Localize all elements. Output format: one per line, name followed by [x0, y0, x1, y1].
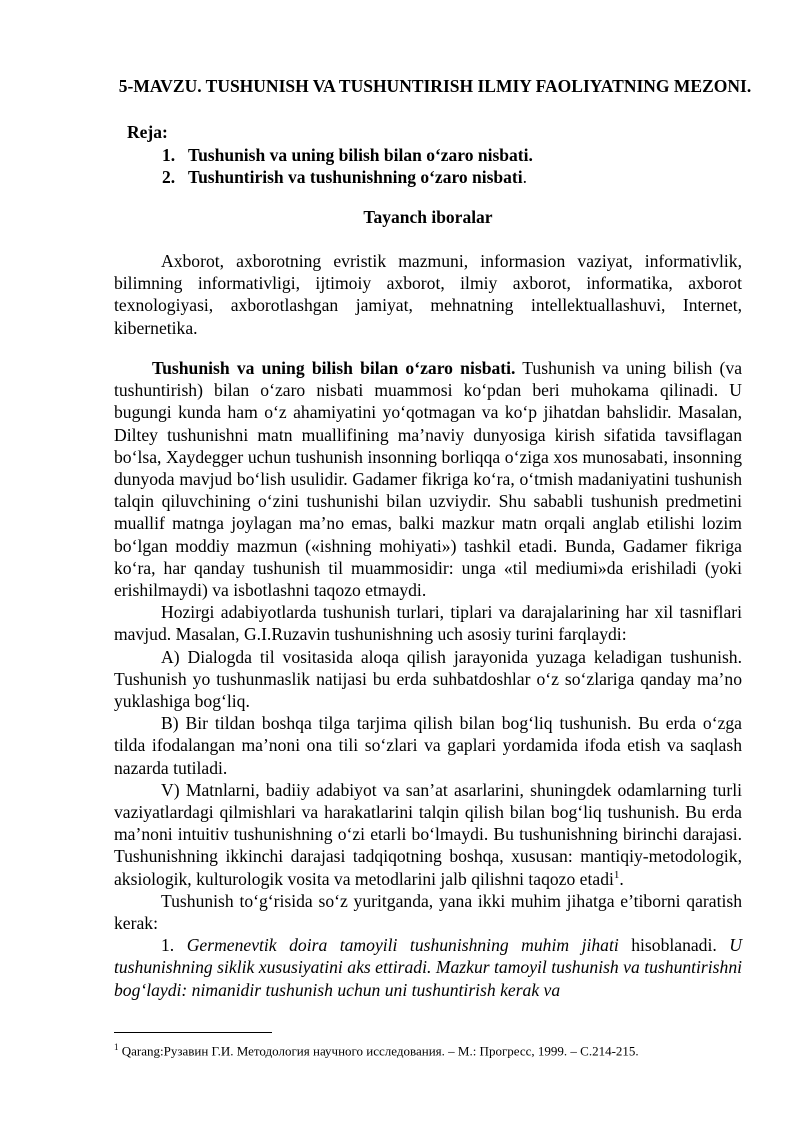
page-title: 5-MAVZU. TUSHUNISH VA TUSHUNTIRISH ILMIY FAOLIYATNING MEZONI. [118, 76, 752, 96]
keywords-text: Axborot, axborotning evristik mazmuni, informasion vaziyat, informativlik, bilimning informativligi, ijtimoiy axborot, ilmiy axborot, informatika, axborot texnologiyasi, axborotlashgan jamiyat, mehnatning intellektuallashuvi, Internet, kibernetika. [114, 251, 742, 338]
keywords-paragraph [114, 250, 742, 339]
list-number: 1. [161, 935, 187, 956]
plan-list [162, 144, 533, 188]
italic-text: Germenevtik doira tamoyili tushunishning muhim jihati [186, 935, 619, 956]
plan-label: Reja: [127, 122, 168, 142]
footnote-number: 1 [114, 1042, 119, 1052]
footnote-reference[interactable]: 1 [613, 868, 620, 881]
paragraph: Tushunish to‘g‘risida so‘z yuritganda, yana ikki muhim jihatga e’tiborni qaratish kerak: [114, 890, 742, 934]
paragraph [114, 357, 742, 601]
paragraph [114, 779, 742, 890]
keywords-heading: Tayanch iboralar [363, 207, 493, 227]
plan-item-trail: . [522, 167, 527, 187]
footnote-text: Qarang:Рузавин Г.И. Методология научного исследования. – М.: Прогресс, 1999. – С.214-215. [118, 1043, 639, 1059]
italic-text: U tushunishning siklik xususiyatini aks ettiradi. Mazkur tamoyil tushunish va tushuntirishni bog‘laydi: nimanidir tushunish uchun uni tushuntirish kerak va [114, 935, 742, 1000]
paragraph-text: Tushunish va uning bilish (va tushuntirish) bilan o‘zaro nisbati muammosi ko‘pdan beri muhokama qilinadi. U bugungi kunda ham o‘z ahamiyatini yo‘qotmagan va ko‘p jihatdan bahslidir. Masalan, Diltey tushunishni matn muallifining ma’naviy dunyosiga kirish sifatida tavsiflagan bo‘lsa, Xaydegger uchun tushunish insonning borliqqa o‘ziga xos munosabati, insonning dunyoda mavjud bo‘lish usulidir. Gadamer fikriga ko‘ra, o‘tmish madaniyatini tushunish talqin qiluvchining o‘zini tushunishi bilan uzviydir. Shu sababli tushunish predmetini muallif matnga joylagan ma’no emas, balki mazkur matn orqali anglab etilishi lozim bo‘lgan moddiy mazmun («ishning mohiyati») tashkil etadi. Bunda, Gadamer fikriga ko‘ra, har qanday tushunish til muammosidir: unga «til mediumi»da erishiladi (yoki erishilmaydi) va isbotlashni taqozo etmaydi. [114, 358, 742, 601]
plan-item-text: Tushuntirish va tushunishning o‘zaro nisbati [188, 167, 523, 187]
plan-item-text: Tushunish va uning bilish bilan o‘zaro nisbati. [188, 145, 533, 165]
paragraph: B) Bir tildan boshqa tilga tarjima qilish bilan bog‘liq tushunish. Bu erda o‘zga tilda ifodalangan ma’noni ona tili so‘zlari va gaplari yordamida ifoda etish va saqlash nazarda tutiladi. [114, 713, 742, 778]
footnote-divider [114, 1032, 272, 1033]
plan-item-number: 2. [162, 167, 176, 187]
paragraph-end: . [619, 868, 624, 889]
paragraph: A) Dialogda til vositasida aloqa qilish jarayonida yuzaga keladigan tushunish. Tushunish yo tushunmaslik natijasi bu erda suhbatdoshlar o‘z so‘zlariga qanday ma’no yuklashiga bog‘liq. [114, 646, 742, 712]
paragraph: Hozirgi adabiyotlarda tushunish turlari, tiplari va darajalarining har xil tasniflari mavjud. Masalan, G.I.Ruzavin tushunishning uch asosiy turini farqlaydi: [114, 602, 742, 645]
paragraph [114, 934, 742, 1001]
section-body [114, 357, 742, 1001]
plan-item [162, 166, 533, 188]
section-heading: Tushunish va uning bilish bilan o‘zaro nisbati. [152, 358, 516, 378]
paragraph-text: V) Matnlarni, badiiy adabiyot va san’at asarlarini, shuningdek odamlarning turli vaziyatlardagi qilmishlari va harakatlarini talqin qilish bilan bog‘liq tushunish. Bu erda ma’noni intuitiv tushunishning o‘zi etarli bo‘lmaydi. Bu tushunishning birinchi darajasi. Tushunishning ikkinchi darajasi tadqiqotning boshqa, xususan: mantiqiy-metodologik, aksiologik, kulturologik vosita va metodlarini jalb qilishni taqozo etadi [114, 779, 742, 889]
plan-item [162, 144, 533, 166]
plan-item-number: 1. [162, 145, 176, 165]
footnote [114, 1039, 754, 1059]
paragraph-text: hisoblanadi. [618, 935, 730, 956]
